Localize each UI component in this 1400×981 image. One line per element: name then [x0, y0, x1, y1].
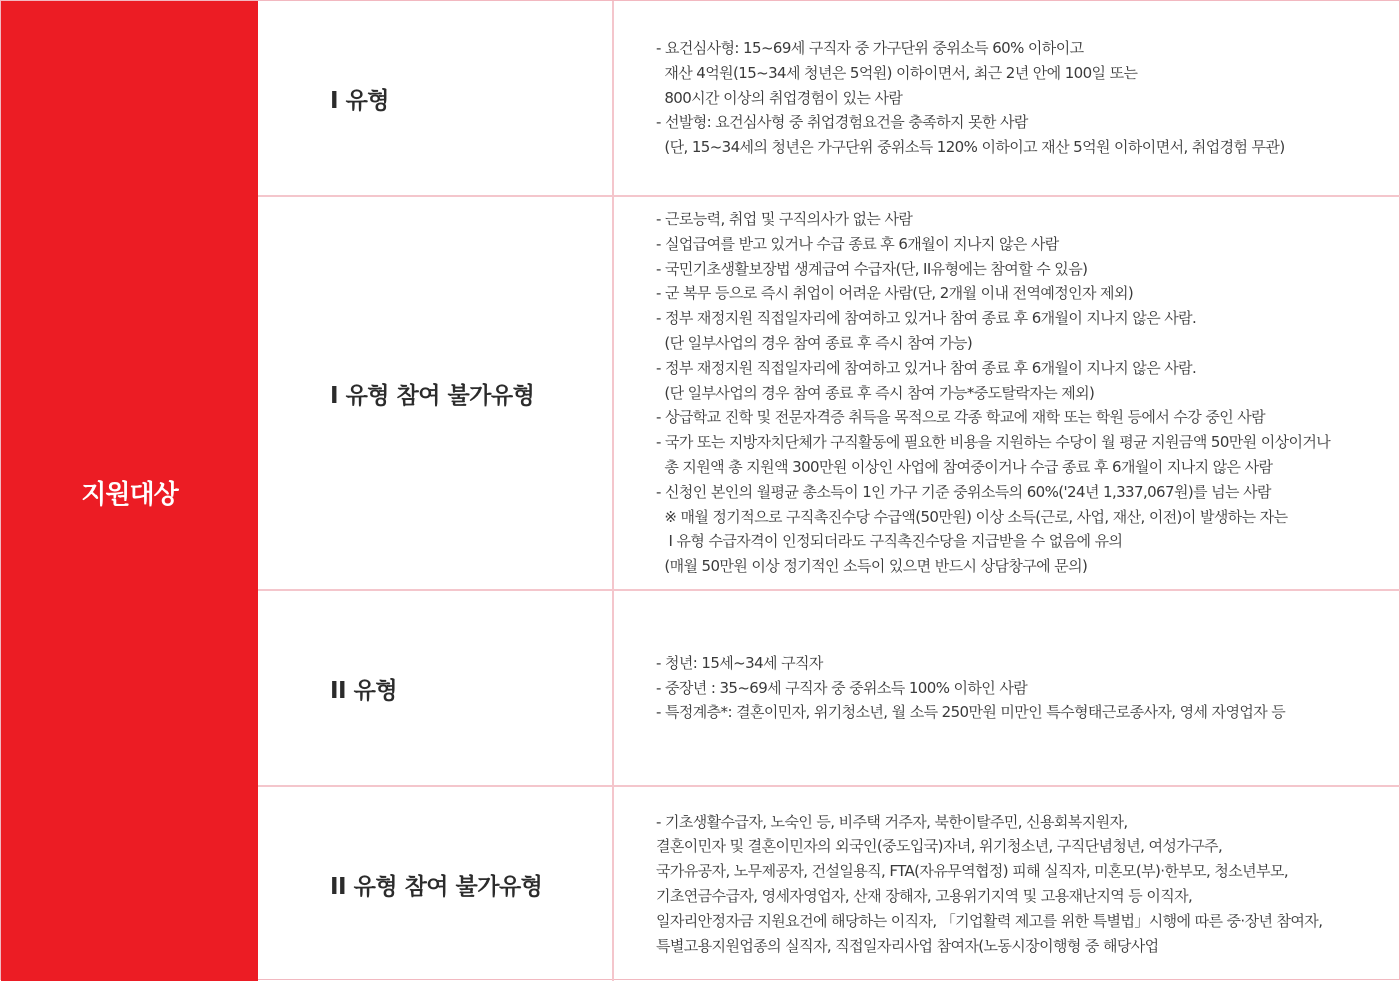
content-line: - 청년: 15세~34세 구직자: [656, 653, 823, 672]
content-line: - 정부 재정지원 직접일자리에 참여하고 있거나 참여 종료 후 6개월이 지나지 않은 사람.: [656, 309, 1197, 328]
content-line: 결혼이민자 및 결혼이민자의 외국인(중도입국)자녀, 위기청소년, 구직단념청년, 여성가구주,: [656, 837, 1223, 856]
content-line: - 군 복무 등으로 즉시 취업이 어려운 사람(단, 2개월 이내 전역예정인자 제외): [656, 284, 1134, 303]
row-content: [614, 591, 1400, 785]
content-line: - 특정계층*: 결혼이민자, 위기청소년, 월 소득 250만원 미만인 특수형태근로종사자, 영세 자영업자 등: [656, 703, 1286, 722]
row-type2: [258, 591, 1400, 787]
content-line: 재산 4억원(15~34세 청년은 5억원) 이하이면서, 최근 2년 안에 100일 또는: [656, 63, 1138, 82]
content-line: - 기초생활수급자, 노숙인 등, 비주택 거주자, 북한이탈주민, 신용회복지원자,: [656, 812, 1128, 831]
content-line: 800시간 이상의 취업경험이 있는 사람: [656, 88, 903, 107]
row-content: [614, 197, 1400, 589]
content-line: 특별고용지원업종의 실직자, 직접일자리사업 참여자(노동시장이행형 중 해당사업: [656, 936, 1159, 955]
content-line: (단 일부사업의 경우 참여 종료 후 즉시 참여 가능*중도탈락자는 제외): [656, 383, 1095, 402]
row-type2-excluded: [258, 787, 1400, 981]
content-line: (매월 50만원 이상 정기적인 소득이 있으면 반드시 상담창구에 문의): [656, 557, 1088, 576]
content-line: 총 지원액 총 지원액 300만원 이상인 사업에 참여중이거나 수급 종료 후 6개월이 지나지 않은 사람: [656, 457, 1273, 476]
side-header: [1, 1, 258, 981]
content-line: - 신청인 본인의 월평균 총소득이 1인 가구 기준 중위소득의 60%('24년 1,337,067원)를 넘는 사람: [656, 482, 1271, 501]
content-line: 기초연금수급자, 영세자영업자, 산재 장해자, 고용위기지역 및 고용재난지역 등 이직자,: [656, 887, 1193, 905]
content-line: - 정부 재정지원 직접일자리에 참여하고 있거나 참여 종료 후 6개월이 지나지 않은 사람.: [656, 358, 1197, 377]
content-line: - 국민기초생활보장법 생계급여 수급자(단, II유형에는 참여할 수 있음): [656, 259, 1088, 278]
content-line: - 선발형: 요건심사형 중 취업경험요건을 충족하지 못한 사람: [656, 113, 1028, 132]
content-line: - 상급학교 진학 및 전문자격증 취득을 목적으로 각종 학교에 재학 또는 학원 등에서 수강 중인 사람: [656, 408, 1266, 427]
row-label: II 유형 참여 불가유형: [258, 787, 614, 981]
row-label: I 유형 참여 불가유형: [258, 197, 614, 589]
content-line: - 중장년 : 35~69세 구직자 중 중위소득 100% 이하인 사람: [656, 678, 1028, 697]
row-label: II 유형: [258, 591, 614, 785]
content-line: - 요건심사형: 15~69세 구직자 중 가구단위 중위소득 60% 이하이고: [656, 39, 1084, 57]
row-content: [614, 787, 1400, 981]
content-line: 일자리안정자금 지원요건에 해당하는 이직자, 「기업활력 제고를 위한 특별법」시행에 따른 중·장년 참여자,: [656, 911, 1323, 930]
content-line: (단 일부사업의 경우 참여 종료 후 즉시 참여 가능): [656, 334, 973, 352]
row-type1: [258, 1, 1400, 197]
row-type1-excluded: [258, 197, 1400, 591]
content-line: - 실업급여를 받고 있거나 수급 종료 후 6개월이 지나지 않은 사람: [656, 234, 1059, 253]
content-line: - 근로능력, 취업 및 구직의사가 없는 사람: [656, 210, 913, 229]
row-content: [614, 1, 1400, 195]
content-line: ※ 매월 정기적으로 구직촉진수당 수급액(50만원) 이상 소득(근로, 사업, 재산, 이전)이 발생하는 자는: [656, 507, 1288, 526]
side-title: 지원대상: [81, 479, 178, 510]
content-line: (단, 15~34세의 청년은 가구단위 중위소득 120% 이하이고 재산 5억원 이하이면서, 취업경험 무관): [656, 138, 1285, 157]
content-line: - 국가 또는 지방자치단체가 구직활동에 필요한 비용을 지원하는 수당이 월 평균 지원금액 50만원 이상이거나: [656, 433, 1331, 452]
content-line: 국가유공자, 노무제공자, 건설일용직, FTA(자유무역협정) 피해 실직자, 미혼모(부)·한부모, 청소년부모,: [656, 862, 1289, 881]
eligibility-rows: [258, 1, 1400, 981]
row-label: I 유형: [258, 1, 614, 195]
content-line: I 유형 수급자격이 인정되더라도 구직촉진수당을 지급받을 수 없음에 유의: [656, 532, 1123, 551]
